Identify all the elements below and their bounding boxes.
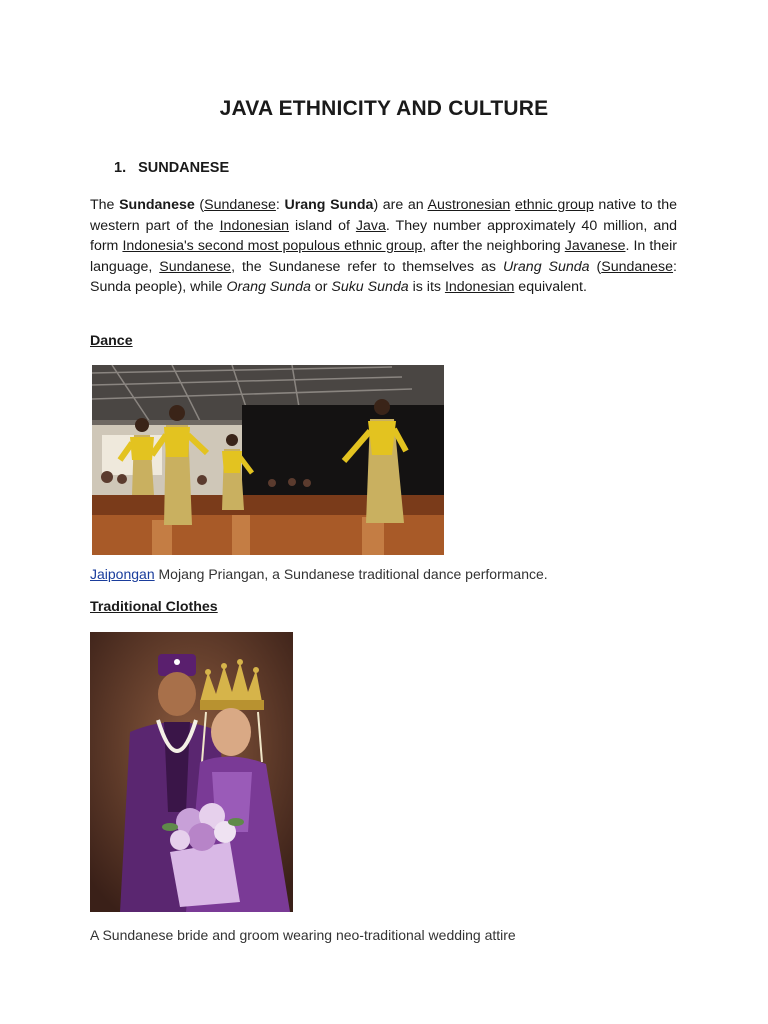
paragraph-run[interactable]: Indonesian <box>219 217 290 234</box>
paragraph-run[interactable]: Sundanese <box>204 197 276 213</box>
paragraph-run[interactable]: Indonesia's second most populous ethnic group <box>122 238 423 255</box>
document-title: JAVA ETHNICITY AND CULTURE <box>219 97 549 120</box>
paragraph-run: native to the western part of the <box>90 197 677 234</box>
dance-photo <box>92 365 444 555</box>
section-heading <box>114 160 229 176</box>
paragraph-run[interactable]: Austronesian <box>427 197 511 213</box>
dance-caption-text: Mojang Priangan, a Sundanese traditional dance performance. <box>154 566 548 582</box>
paragraph-run: , the Sundanese refer to themselves as <box>231 258 503 275</box>
paragraph-run: or <box>310 279 332 296</box>
intro-paragraph <box>90 195 677 298</box>
paragraph-run: The <box>90 197 120 213</box>
paragraph-run[interactable]: ethnic group <box>514 197 594 213</box>
dance-caption <box>90 566 548 582</box>
dance-heading: Dance <box>90 333 133 349</box>
paragraph-run: Urang Sunda <box>502 258 590 275</box>
jaipongan-link[interactable]: Jaipongan <box>90 566 155 582</box>
paragraph-run: , after the neighboring <box>422 238 565 255</box>
paragraph-run: . They number approximately 40 million, and form <box>90 217 677 255</box>
paragraph-run[interactable]: Java <box>355 217 386 234</box>
wedding-photo <box>90 632 293 912</box>
paragraph-run: ( <box>589 258 602 275</box>
paragraph-run: equivalent. <box>514 279 587 296</box>
paragraph-run: ( <box>194 197 205 213</box>
paragraph-run[interactable]: Javanese <box>564 238 626 255</box>
paragraph-run: ) are an <box>373 197 428 213</box>
paragraph-run: island of <box>289 217 356 234</box>
paragraph-run: Urang Sunda <box>284 197 374 213</box>
paragraph-run: is its <box>408 279 445 296</box>
clothes-caption: A Sundanese bride and groom wearing neo-traditional wedding attire <box>90 927 516 943</box>
section-title: SUNDANESE <box>138 160 230 176</box>
paragraph-run: . In their language, <box>90 238 677 275</box>
paragraph-run: : Sunda people), while <box>90 258 677 296</box>
section-number: 1. <box>114 160 127 176</box>
paragraph-run[interactable]: Indonesian <box>444 279 515 296</box>
paragraph-run: Orang Sunda <box>226 279 311 296</box>
paragraph-run: : <box>275 197 285 213</box>
paragraph-run: Sundanese <box>119 197 195 213</box>
paragraph-run: Suku Sunda <box>331 279 409 296</box>
paragraph-run[interactable]: Sundanese <box>159 258 232 275</box>
clothes-heading: Traditional Clothes <box>90 599 218 615</box>
paragraph-run[interactable]: Sundanese <box>601 258 674 275</box>
